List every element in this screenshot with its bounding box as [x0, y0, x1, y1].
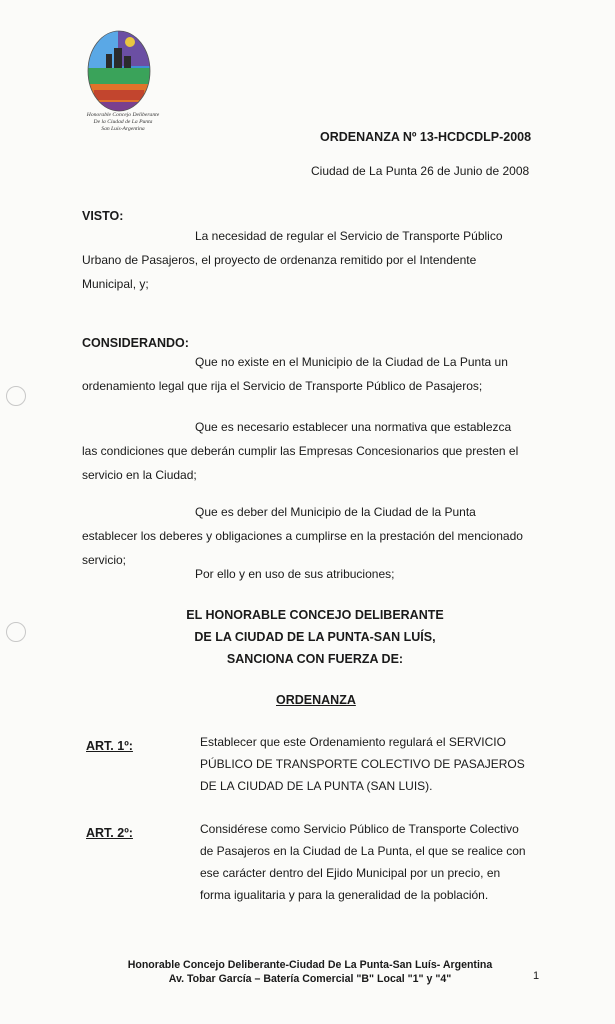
- article-line: [200, 840, 548, 862]
- ordinance-title: ORDENANZA Nº 13-HCDCDLP-2008: [320, 130, 532, 144]
- council-logo: [84, 28, 154, 114]
- article-line-text: DE LA CIUDAD DE LA PUNTA (SAN LUIS).: [200, 779, 433, 793]
- considerando-line: [82, 415, 540, 439]
- considerando-line-text: Que no existe en el Municipio de la Ciudad de La Punta un: [195, 355, 508, 369]
- logo-caption-line: Honorable Concejo Deliberante: [86, 112, 160, 118]
- footer-line-1: Honorable Concejo Deliberante-Ciudad De La Punta-San Luís- Argentina: [127, 959, 493, 971]
- visto-paragraph: [82, 224, 540, 296]
- sanciona-line: EL HONORABLE CONCEJO DELIBERANTE: [186, 608, 444, 622]
- considerando-line-text: las condiciones que deberán cumplir las Empresas Concesionarios que presten el: [82, 444, 519, 458]
- article-line-text: ese carácter dentro del Ejido Municipal por un precio, en: [200, 866, 501, 880]
- article-line-text: de Pasajeros en la Ciudad de La Punta, el que se realice con: [200, 844, 526, 858]
- visto-line-text: La necesidad de regular el Servicio de Transporte Público: [195, 229, 503, 243]
- article-label: ART. 2º:: [86, 826, 133, 840]
- considerando-line-text: Que es deber del Municipio de la Ciudad de la Punta: [195, 505, 476, 519]
- article-line: [200, 753, 540, 775]
- article-line-text: Considérese como Servicio Público de Transporte Colectivo: [200, 822, 519, 836]
- logo-caption-line: San Luis-Argentina: [101, 126, 145, 132]
- considerando-line: [82, 500, 540, 524]
- visto-line-text: Municipal, y;: [82, 277, 149, 291]
- considerando-line: [82, 524, 540, 548]
- considerando-line: [82, 463, 540, 487]
- ordinance-date: Ciudad de La Punta 26 de Junio de 2008: [311, 164, 530, 178]
- considerando-line: [82, 350, 540, 374]
- considerando-paragraph-1: [82, 350, 540, 398]
- article-line-text: forma igualitaria y para la generalidad de la población.: [200, 888, 489, 902]
- considerando-line: [82, 374, 540, 398]
- article-label: ART. 1º:: [86, 739, 133, 753]
- article-line: [200, 862, 548, 884]
- footer: [90, 958, 530, 986]
- page-number: 1: [533, 970, 540, 982]
- article-line: [200, 775, 540, 797]
- visto-line: [82, 272, 540, 296]
- visto-line-text: Urbano de Pasajeros, el proyecto de ordenanza remitido por el Intendente: [82, 253, 477, 267]
- visto-line: [82, 224, 540, 248]
- article-line-text: Establecer que este Ordenamiento regulará el SERVICIO: [200, 735, 506, 749]
- punch-hole: [6, 622, 26, 642]
- considerando-heading: CONSIDERANDO:: [82, 336, 189, 350]
- article-line-text: PÚBLICO DE TRANSPORTE COLECTIVO DE PASAJEROS: [200, 757, 525, 771]
- article-line: [200, 731, 540, 753]
- sanciona-block: [180, 604, 450, 670]
- article-line: [200, 884, 548, 906]
- sanciona-line: DE LA CIUDAD DE LA PUNTA-SAN LUÍS,: [194, 630, 436, 644]
- considerando-line-text: servicio;: [82, 553, 127, 567]
- considerando-line-text: establecer los deberes y obligaciones a cumplirse en la prestación del mencionado: [82, 529, 523, 543]
- footer-line-2: Av. Tobar García – Batería Comercial "B" Local "1" y "4": [168, 973, 452, 985]
- logo-caption: [78, 112, 168, 133]
- considerando-paragraph-2: [82, 415, 540, 487]
- considerando-closing: Por ello y en uso de sus atribuciones;: [195, 567, 395, 581]
- article-line: [200, 818, 548, 840]
- logo-caption-line: De la Ciudad de La Punta: [93, 119, 153, 125]
- punch-hole: [6, 386, 26, 406]
- ordenanza-heading: ORDENANZA: [276, 693, 356, 707]
- article-1-text: [200, 731, 540, 797]
- considerando-line: [82, 439, 540, 463]
- visto-heading: VISTO:: [82, 209, 124, 223]
- visto-line: [82, 248, 540, 272]
- article-2-text: [200, 818, 548, 906]
- sanciona-line: SANCIONA CON FUERZA DE:: [226, 652, 404, 666]
- considerando-line-text: ordenamiento legal que rija el Servicio de Transporte Público de Pasajeros;: [82, 379, 483, 393]
- considerando-line-text: Que es necesario establecer una normativa que establezca: [195, 420, 512, 434]
- considerando-line-text: servicio en la Ciudad;: [82, 468, 197, 482]
